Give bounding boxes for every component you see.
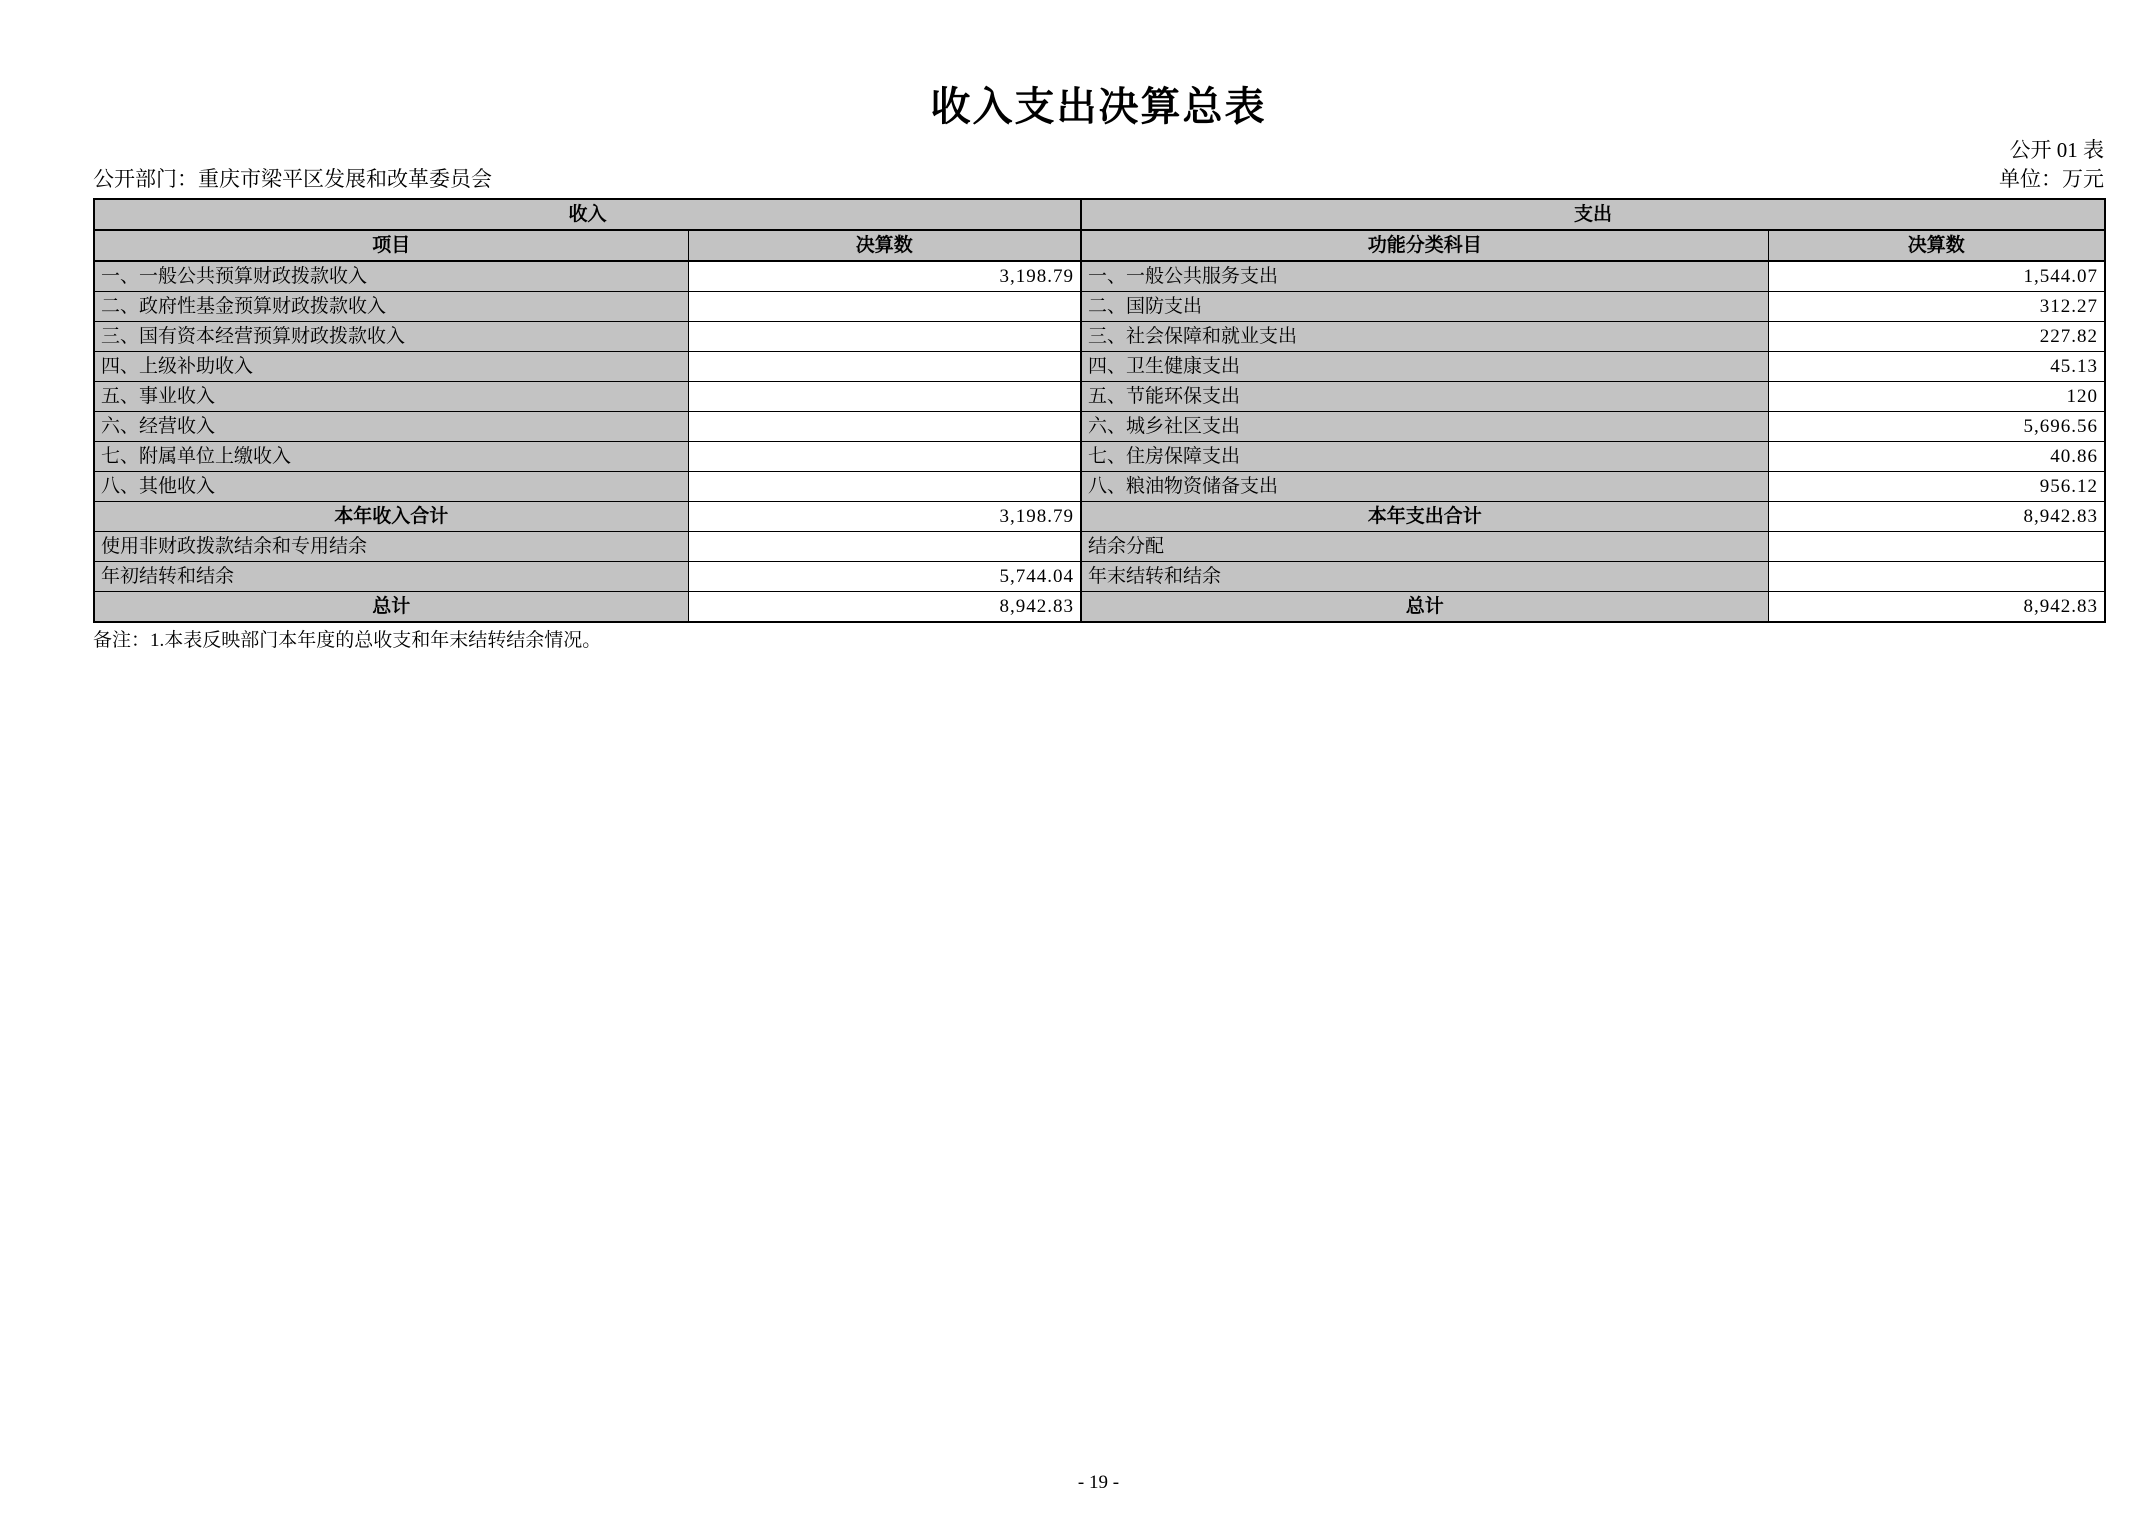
income-item-label: 使用非财政拨款结余和专用结余: [94, 532, 688, 562]
table-row: [94, 292, 2105, 322]
income-item-label: 七、附属单位上缴收入: [94, 442, 688, 472]
table-row: [94, 412, 2105, 442]
department-label: 公开部门：重庆市梁平区发展和改革委员会: [93, 167, 492, 191]
income-item-value: [688, 532, 1081, 562]
table-row: [94, 382, 2105, 412]
income-item-label: 年初结转和结余: [94, 562, 688, 592]
expenditure-grand-total-label: 总计: [1081, 592, 1768, 623]
footnote: 备注：1.本表反映部门本年度的总收支和年末结转结余情况。: [93, 630, 602, 651]
income-item-column-header: 项目: [94, 230, 688, 261]
income-section-header: 收入: [94, 199, 1081, 230]
expenditure-section-header: 支出: [1081, 199, 2105, 230]
income-item-label: 二、政府性基金预算财政拨款收入: [94, 292, 688, 322]
income-item-value: [688, 442, 1081, 472]
income-item-value: [688, 352, 1081, 382]
income-item-value: [688, 472, 1081, 502]
expenditure-item-value: [1768, 532, 2105, 562]
table-row: [94, 502, 2105, 532]
table-row: [94, 442, 2105, 472]
expenditure-item-label: 二、国防支出: [1081, 292, 1768, 322]
table-row: [94, 532, 2105, 562]
expenditure-grand-total-value: 8,942.83: [1768, 592, 2105, 623]
table-row: [94, 199, 2105, 230]
expenditure-item-value: 5,696.56: [1768, 412, 2105, 442]
budget-summary-table: [93, 198, 2106, 623]
income-amount-column-header: 决算数: [688, 230, 1081, 261]
expenditure-item-value: [1768, 562, 2105, 592]
income-item-value: 5,744.04: [688, 562, 1081, 592]
income-item-label: 三、国有资本经营预算财政拨款收入: [94, 322, 688, 352]
income-item-label: 五、事业收入: [94, 382, 688, 412]
income-item-label: 八、其他收入: [94, 472, 688, 502]
unit-label: 单位：万元: [1999, 167, 2104, 191]
table-code: 公开 01 表: [2009, 138, 2104, 162]
table-row: [94, 261, 2105, 292]
income-item-value: [688, 412, 1081, 442]
expenditure-total-current-year-label: 本年支出合计: [1081, 502, 1768, 532]
expenditure-item-label: 六、城乡社区支出: [1081, 412, 1768, 442]
expenditure-item-label: 三、社会保障和就业支出: [1081, 322, 1768, 352]
table-row: [94, 230, 2105, 261]
expenditure-item-value: 956.12: [1768, 472, 2105, 502]
expenditure-item-value: 312.27: [1768, 292, 2105, 322]
table-row: [94, 472, 2105, 502]
expenditure-item-label: 八、粮油物资储备支出: [1081, 472, 1768, 502]
income-item-label: 一、一般公共预算财政拨款收入: [94, 261, 688, 292]
income-item-value: [688, 382, 1081, 412]
expenditure-item-label: 年末结转和结余: [1081, 562, 1768, 592]
income-item-value: [688, 322, 1081, 352]
income-total-current-year-value: 3,198.79: [688, 502, 1081, 532]
income-item-value: 3,198.79: [688, 261, 1081, 292]
meta-row: [93, 166, 2104, 192]
expenditure-item-label: 四、卫生健康支出: [1081, 352, 1768, 382]
expenditure-total-current-year-value: 8,942.83: [1768, 502, 2105, 532]
income-item-label: 六、经营收入: [94, 412, 688, 442]
income-total-current-year-label: 本年收入合计: [94, 502, 688, 532]
document-page: [93, 0, 2104, 653]
income-grand-total-value: 8,942.83: [688, 592, 1081, 623]
expenditure-item-column-header: 功能分类科目: [1081, 230, 1768, 261]
expenditure-item-value: 227.82: [1768, 322, 2105, 352]
expenditure-amount-column-header: 决算数: [1768, 230, 2105, 261]
table-row: [94, 592, 2105, 623]
page-number: - 19 -: [1077, 1472, 1120, 1493]
table-row: [94, 352, 2105, 382]
income-grand-total-label: 总计: [94, 592, 688, 623]
table-row: [94, 562, 2105, 592]
expenditure-item-value: 45.13: [1768, 352, 2105, 382]
expenditure-item-label: 结余分配: [1081, 532, 1768, 562]
expenditure-item-label: 五、节能环保支出: [1081, 382, 1768, 412]
income-item-value: [688, 292, 1081, 322]
income-item-label: 四、上级补助收入: [94, 352, 688, 382]
page-title: 收入支出决算总表: [930, 84, 1267, 129]
expenditure-item-value: 40.86: [1768, 442, 2105, 472]
table-row: [94, 322, 2105, 352]
expenditure-item-label: 一、一般公共服务支出: [1081, 261, 1768, 292]
expenditure-item-label: 七、住房保障支出: [1081, 442, 1768, 472]
expenditure-item-value: 1,544.07: [1768, 261, 2105, 292]
expenditure-item-value: 120: [1768, 382, 2105, 412]
